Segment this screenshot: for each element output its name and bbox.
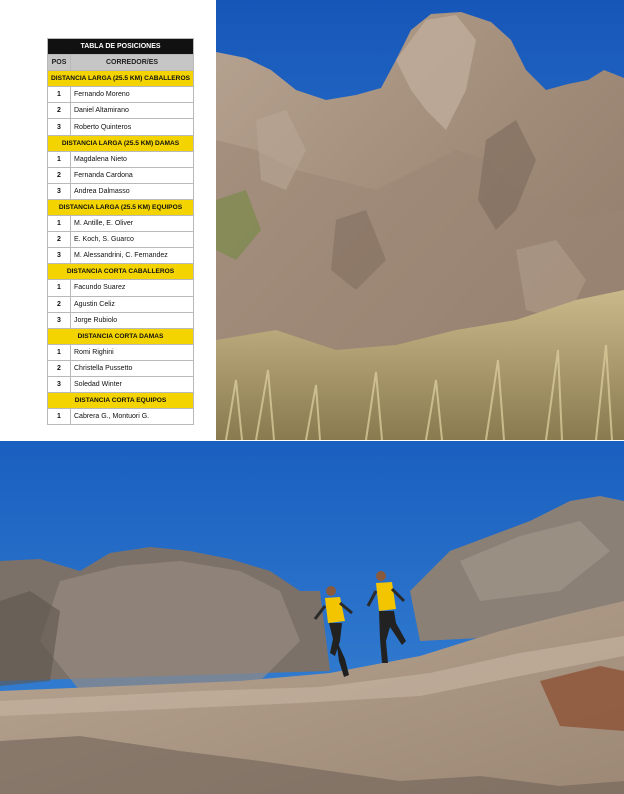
row-name: Facundo Suarez [71,280,194,296]
row-pos: 2 [48,360,71,376]
row-name: Soledad Winter [71,376,194,392]
rock-peak-photo [216,0,624,440]
section-header [48,393,194,409]
standings-table [47,38,194,425]
table-row [48,376,194,392]
row-name: M. Alessandrini, C. Fernandez [71,248,194,264]
section-header [48,328,194,344]
table-title-row [48,39,194,55]
row-pos: 3 [48,183,71,199]
row-name: Magdalena Nieto [71,151,194,167]
table-row [48,344,194,360]
row-pos: 2 [48,232,71,248]
row-pos: 1 [48,216,71,232]
row-name: M. Antille, E. Oliver [71,216,194,232]
row-name: Agustin Celiz [71,296,194,312]
section-title: DISTANCIA CORTA DAMAS [48,328,194,344]
row-name: Fernando Moreno [71,87,194,103]
section-title: DISTANCIA CORTA EQUIPOS [48,393,194,409]
table-row [48,119,194,135]
table-row [48,312,194,328]
runners-photo [0,441,624,794]
table-row [48,103,194,119]
row-name: Romi Righini [71,344,194,360]
table-row [48,216,194,232]
table-title: TABLA DE POSICIONES [48,39,194,55]
row-name: Cabrera G., Montuori G. [71,409,194,425]
table-row [48,296,194,312]
row-name: Roberto Quinteros [71,119,194,135]
section-title: DISTANCIA CORTA CABALLEROS [48,264,194,280]
table-column-headers [48,55,194,71]
column-header-runner: CORREDOR/ES [71,55,194,71]
table-row [48,360,194,376]
table-row [48,232,194,248]
row-name: Christella Pussetto [71,360,194,376]
row-pos: 1 [48,409,71,425]
row-pos: 3 [48,376,71,392]
table-row [48,151,194,167]
section-title: DISTANCIA LARGA (25.5 KM) CABALLEROS [48,71,194,87]
section-header [48,135,194,151]
row-name: Jorge Rubiolo [71,312,194,328]
row-pos: 1 [48,344,71,360]
row-name: Fernanda Cardona [71,167,194,183]
table-row [48,280,194,296]
row-pos: 3 [48,312,71,328]
row-pos: 1 [48,151,71,167]
section-header [48,71,194,87]
row-pos: 1 [48,280,71,296]
section-title: DISTANCIA LARGA (25.5 KM) DAMAS [48,135,194,151]
section-header [48,264,194,280]
row-pos: 1 [48,87,71,103]
row-pos: 3 [48,119,71,135]
row-pos: 2 [48,296,71,312]
row-name: Andrea Dalmasso [71,183,194,199]
table-row [48,409,194,425]
row-name: Daniel Altamirano [71,103,194,119]
column-header-pos: POS [48,55,71,71]
table-row [48,183,194,199]
table-row [48,167,194,183]
table-row [48,87,194,103]
row-pos: 2 [48,167,71,183]
section-header [48,199,194,215]
section-title: DISTANCIA LARGA (25.5 KM) EQUIPOS [48,199,194,215]
row-pos: 2 [48,103,71,119]
row-pos: 3 [48,248,71,264]
table-row [48,248,194,264]
row-name: E. Koch, S. Guarco [71,232,194,248]
